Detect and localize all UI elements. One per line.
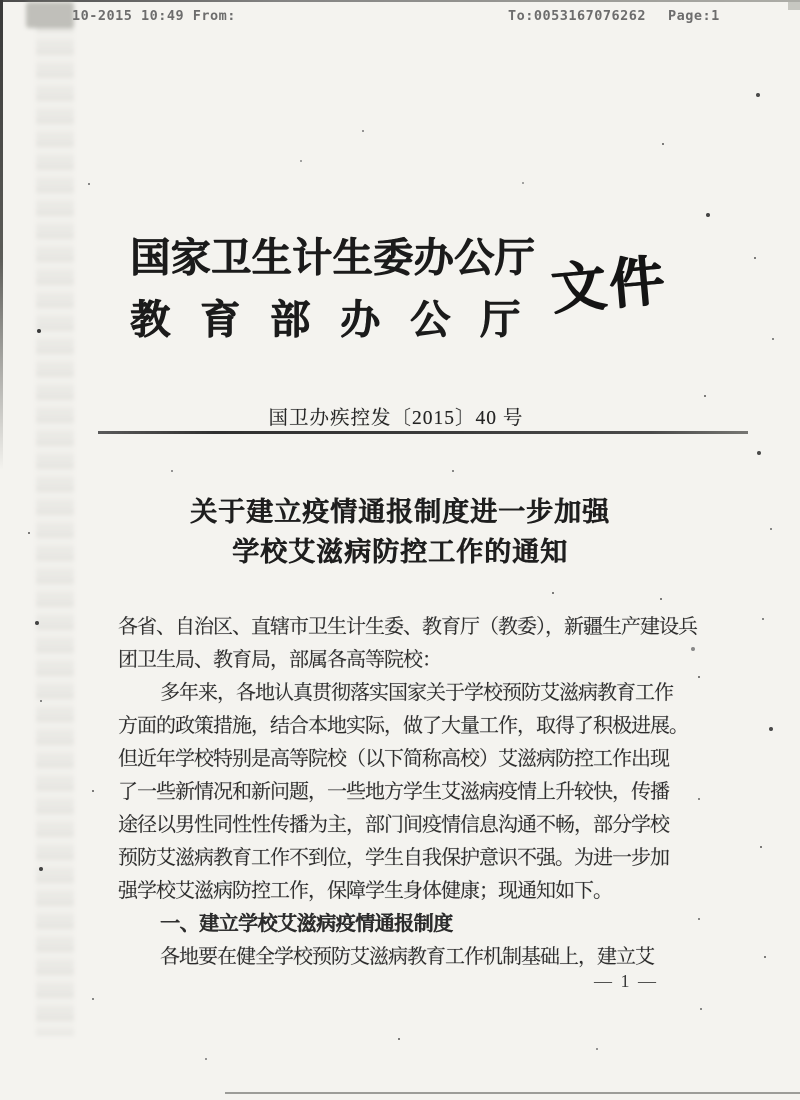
fax-timestamp-from: 10-2015 10:49 From: xyxy=(72,8,236,24)
paragraph-line: 但近年学校特别是高等院校（以下简称高校）艾滋病防控工作出现 xyxy=(118,748,669,770)
letterhead-divider-rule xyxy=(98,431,748,434)
letterhead-org-line1: 国家卫生计生委办公厅 xyxy=(130,235,535,280)
fax-page-indicator: Page:1 xyxy=(668,8,720,24)
document-title-line1: 关于建立疫情通报制度进一步加强 xyxy=(190,497,610,527)
fax-header xyxy=(0,8,800,26)
letterhead-doc-type: 文件 xyxy=(548,250,670,321)
paragraph-line: 多年来，各地认真贯彻落实国家关于学校预防艾滋病教育工作 xyxy=(160,682,673,704)
scan-edge-left xyxy=(0,0,3,470)
document-title-line2: 学校艾滋病防控工作的通知 xyxy=(232,537,568,567)
paragraph-line: 了一些新情况和新问题，一些地方学生艾滋病疫情上升较快，传播 xyxy=(118,781,669,803)
paragraph-line: 途径以男性同性性传播为主，部门间疫情信息沟通不畅，部分学校 xyxy=(118,814,669,836)
page-number: — 1 — xyxy=(594,971,658,991)
letterhead-org-line2: 教育部办公厅 xyxy=(130,297,550,342)
letterhead xyxy=(130,230,550,348)
section-heading: 一、建立学校艾滋病疫情通报制度 xyxy=(160,913,453,935)
paragraph-line: 方面的政策措施，结合本地实际，做了大量工作，取得了积极进展。 xyxy=(118,715,688,737)
scan-edge-bottom xyxy=(225,1092,800,1094)
addressee-line: 团卫生局、教育局，部属各高等院校： xyxy=(118,649,441,671)
scan-noise-specks xyxy=(0,0,2,2)
fax-to-number: To:0053167076262 xyxy=(508,8,647,24)
paragraph-line: 强学校艾滋病防控工作，保障学生身体健康；现通知如下。 xyxy=(118,880,612,902)
paragraph-line: 预防艾滋病教育工作不到位，学生自我保护意识不强。为进一步加 xyxy=(118,847,669,869)
scan-edge-top xyxy=(0,0,800,2)
document-body xyxy=(118,611,708,974)
document-title xyxy=(0,492,800,572)
addressee-line: 各省、自治区、直辖市卫生计生委、教育厅（教委），新疆生产建设兵 xyxy=(118,616,697,638)
paragraph-line: 各地要在健全学校预防艾滋病教育工作机制基础上，建立艾 xyxy=(160,946,654,968)
document-number: 国卫办疾控发〔2015〕40 号 xyxy=(268,408,524,429)
